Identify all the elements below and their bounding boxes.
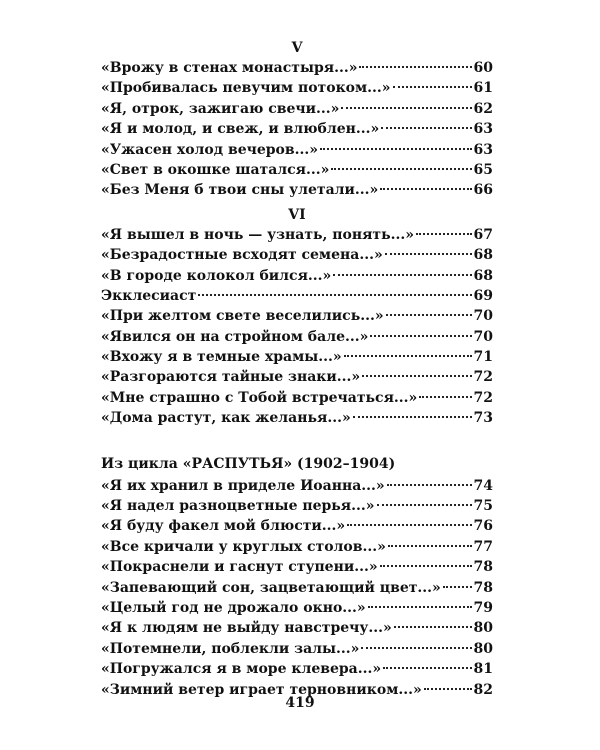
toc-entry[interactable]: [101, 225, 493, 245]
toc-entry-title: «Дома растут, как желанья...»: [101, 410, 351, 427]
toc-entry[interactable]: [101, 306, 493, 326]
toc-entry[interactable]: [101, 578, 493, 598]
dot-leader: [333, 273, 471, 276]
toc-entry[interactable]: [101, 160, 493, 180]
toc-entry-page: 79: [473, 599, 493, 616]
toc-entry-title: «Зимний ветер играет терновником...»: [101, 681, 422, 698]
dot-leader: [331, 167, 471, 170]
toc-entry[interactable]: [101, 266, 493, 286]
toc-entry-title: «Без Меня б твои сны улетали...»: [101, 182, 379, 199]
toc-entry[interactable]: [101, 367, 493, 387]
toc-entry-title: «Безрадостные всходят семена...»: [101, 247, 383, 264]
toc-entry-title: «Погружался я в море клевера...»: [101, 661, 382, 678]
toc-entry-title: «Ужасен холод вечеров...»: [101, 141, 318, 158]
dot-leader: [380, 187, 471, 190]
toc-entry-title: «Все кричали у круглых столов...»: [101, 538, 386, 555]
toc-entry-page: 76: [473, 518, 493, 535]
toc-entry[interactable]: [101, 119, 493, 139]
dot-leader: [443, 585, 472, 588]
dot-leader: [416, 232, 472, 235]
dot-leader: [385, 252, 472, 255]
toc-entry-page: 78: [473, 579, 493, 596]
dot-leader: [368, 605, 472, 608]
toc-entry-title: «Я их хранил в приделе Иоанна...»: [101, 477, 385, 494]
toc-entry-page: 80: [473, 640, 493, 657]
toc-entry-page: 68: [473, 267, 493, 284]
toc-entry[interactable]: [101, 476, 493, 496]
toc-entry[interactable]: [101, 286, 493, 306]
toc-entry-title: «Разгораются тайные знаки...»: [101, 369, 361, 386]
toc-entry-title: «Свет в окошке шатался...»: [101, 161, 330, 178]
toc-entry[interactable]: [101, 99, 493, 119]
dot-leader: [393, 85, 472, 88]
toc-entry-title: «Я вышел в ночь — узнать, понять...»: [101, 226, 414, 243]
section-vi: [101, 205, 493, 429]
toc-entry-title: «Запевающий сон, зацветающий цвет...»: [101, 579, 441, 596]
toc-entry-title: «Целый год не дрожало окно...»: [101, 599, 366, 616]
dot-leader: [380, 564, 472, 567]
toc-entry-page: 62: [473, 100, 493, 117]
toc-entry-title: «Я буду факел мой блюсти...»: [101, 518, 346, 535]
dot-leader: [320, 147, 472, 150]
dot-leader: [386, 313, 472, 316]
toc-entry[interactable]: [101, 140, 493, 160]
dot-leader: [362, 374, 471, 377]
dot-leader: [419, 395, 471, 398]
dot-leader: [388, 544, 472, 547]
toc-entry-page: 70: [473, 308, 493, 325]
toc-entry[interactable]: [101, 618, 493, 638]
dot-leader: [198, 293, 471, 296]
page-number: 419: [285, 695, 315, 711]
dot-leader: [370, 334, 471, 337]
toc-entry-page: 63: [473, 141, 493, 158]
toc-entry-title: «Покраснели и гаснут ступени...»: [101, 559, 378, 576]
toc-entry-page: 65: [473, 161, 493, 178]
toc-entry-page: 68: [473, 247, 493, 264]
section-heading: VI: [288, 206, 306, 223]
dot-leader: [377, 503, 472, 506]
toc-entry-page: 72: [473, 369, 493, 386]
dot-leader: [381, 126, 471, 129]
toc-entry-page: 74: [473, 477, 493, 494]
toc-entry[interactable]: [101, 516, 493, 536]
dot-leader: [394, 625, 472, 628]
toc-entry[interactable]: [101, 537, 493, 557]
toc-entry-title: «Я к людям не выйду навстречу...»: [101, 620, 392, 637]
toc-entry-page: 81: [473, 661, 493, 678]
toc-entry-title: «Я, отрок, зажигаю свечи...»: [101, 100, 340, 117]
toc-entry-page: 60: [473, 60, 493, 76]
toc-entry[interactable]: [101, 245, 493, 265]
toc-entry-title: «В городе колокол бился...»: [101, 267, 332, 284]
dot-leader: [383, 666, 471, 669]
toc-entry-page: 71: [473, 349, 493, 366]
toc-entry-page: 67: [473, 226, 493, 243]
toc-entry-page: 75: [473, 498, 493, 515]
toc-entry-page: 82: [473, 681, 493, 698]
toc-entry-page: 72: [473, 389, 493, 406]
dot-leader: [344, 354, 472, 357]
toc-entry[interactable]: [101, 639, 493, 659]
toc-entry[interactable]: [101, 78, 493, 98]
dot-leader: [341, 106, 471, 109]
toc-entry-title: «Я надел разноцветные перья...»: [101, 498, 375, 515]
toc-entry[interactable]: [101, 557, 493, 577]
toc-entry-title: «Врожу в стенах монастыря...»: [101, 60, 358, 76]
dot-leader: [353, 415, 472, 418]
toc-entry-page: 78: [473, 559, 493, 576]
toc-entry[interactable]: [101, 327, 493, 347]
dot-leader: [347, 523, 471, 526]
toc-entry-title: «Потемнели, поблекли залы...»: [101, 640, 360, 657]
toc-entry[interactable]: [101, 408, 493, 428]
toc-entry-page: 61: [473, 80, 493, 97]
toc-entry[interactable]: [101, 58, 493, 78]
section-heading: V: [291, 40, 303, 56]
toc-entry[interactable]: [101, 388, 493, 408]
toc-list: [101, 58, 493, 201]
toc-entry-page: 73: [473, 410, 493, 427]
dot-leader: [361, 646, 471, 649]
toc-entry-page: 66: [473, 182, 493, 199]
toc-entry-page: 80: [473, 620, 493, 637]
toc-entry-title: Экклесиаст: [101, 287, 197, 304]
table-of-contents: [101, 38, 493, 700]
toc-entry-page: 63: [473, 121, 493, 138]
toc-entry-title: «Пробивалась певучим потоком...»: [101, 80, 391, 97]
toc-entry-page: 70: [473, 328, 493, 345]
dot-leader: [359, 65, 471, 68]
cycle-section: [101, 452, 493, 700]
toc-entry[interactable]: [101, 180, 493, 200]
toc-entry-title: «Я и молод, и свеж, и влюблен...»: [101, 121, 380, 138]
toc-list: [101, 225, 493, 429]
toc-entry-page: 69: [473, 287, 493, 304]
dot-leader: [424, 687, 472, 690]
toc-list: [101, 476, 493, 700]
dot-leader: [387, 483, 472, 486]
toc-entry[interactable]: [101, 496, 493, 516]
toc-entry-title: «Вхожу я в темные храмы...»: [101, 349, 342, 366]
toc-entry-page: 77: [473, 538, 493, 555]
section-v: [101, 38, 493, 201]
toc-entry[interactable]: [101, 598, 493, 618]
toc-entry-title: «При желтом свете веселились...»: [101, 308, 384, 325]
toc-entry-title: «Мне страшно с Тобой встречаться...»: [101, 389, 418, 406]
toc-entry[interactable]: [101, 659, 493, 679]
toc-entry[interactable]: [101, 347, 493, 367]
cycle-heading: Из цикла «РАСПУТЬЯ» (1902–1904): [101, 455, 396, 472]
toc-entry-title: «Явился он на стройном бале...»: [101, 328, 369, 345]
